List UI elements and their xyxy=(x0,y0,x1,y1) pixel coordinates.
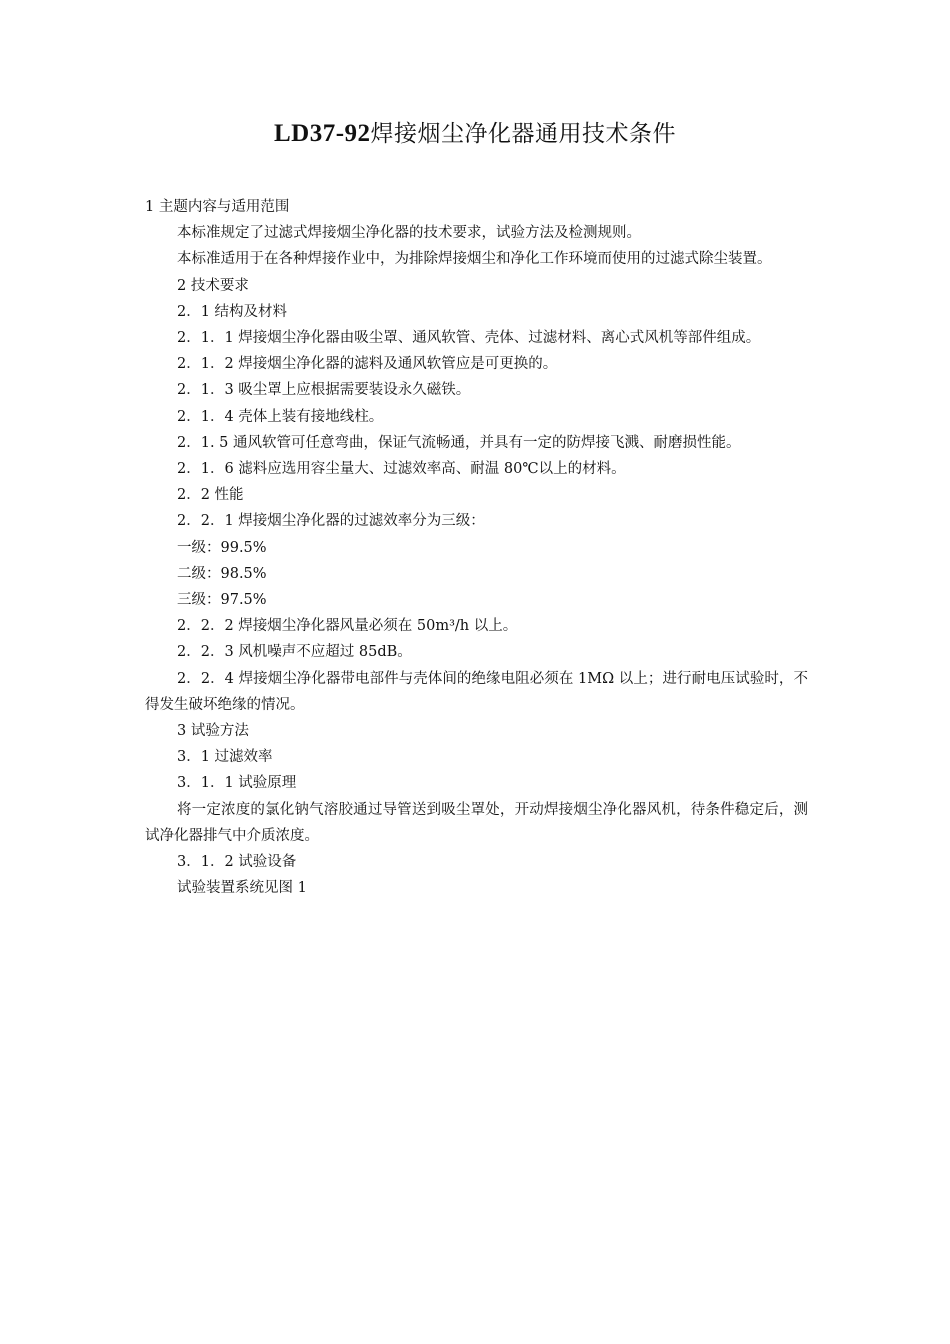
section-heading: 2 技术要求 xyxy=(177,277,249,294)
document-title-code: LD37-92 xyxy=(273,120,371,147)
subsection-heading: 2．1 结构及材料 xyxy=(177,303,288,320)
paragraph: 本标准适用于在各种焊接作业中，为排除焊接烟尘和净化工作环境而使用的过滤式除尘装置。 xyxy=(177,251,772,268)
document-body xyxy=(145,194,808,901)
subsection-heading: 2．2 性能 xyxy=(177,487,244,504)
clause: 2．1．3 吸尘罩上应根据需要装设永久磁铁。 xyxy=(177,382,471,399)
clause: 2．1．6 滤料应选用容尘量大、过滤效率高、耐温 80℃以上的材料。 xyxy=(177,461,626,478)
clause: 2．2．4 焊接烟尘净化器带电部件与壳体间的绝缘电阻必须在 1MΩ 以上；进行耐电压试验时，不得发生破坏绝缘的情况。 xyxy=(145,670,808,713)
clause: 3．1．2 试验设备 xyxy=(177,854,297,871)
document-title xyxy=(0,118,950,150)
paragraph: 本标准规定了过滤式焊接烟尘净化器的技术要求，试验方法及检测规则。 xyxy=(177,225,641,242)
grade-item: 一级：99.5% xyxy=(177,539,267,556)
paragraph: 试验装置系统见图 1 xyxy=(177,880,307,897)
clause: 2．1．4 壳体上装有接地线柱。 xyxy=(177,408,384,425)
grade-item: 三级：97.5% xyxy=(177,592,267,609)
clause: 2．1．1 焊接烟尘净化器由吸尘罩、通风软管、壳体、过滤材料、离心式风机等部件组成。 xyxy=(177,330,761,347)
paragraph: 将一定浓度的氯化钠气溶胶通过导管送到吸尘罩处，开动焊接烟尘净化器风机，待条件稳定后，测试净化器排气中介质浓度。 xyxy=(145,801,808,844)
document-title-text: 焊接烟尘净化器通用技术条件 xyxy=(370,121,677,147)
clause: 2．2．1 焊接烟尘净化器的过滤效率分为三级： xyxy=(177,513,485,530)
clause: 2．1．2 焊接烟尘净化器的滤料及通风软管应是可更换的。 xyxy=(177,356,558,373)
subsection-heading: 3．1 过滤效率 xyxy=(177,749,273,766)
grade-item: 二级：98.5% xyxy=(177,565,267,582)
clause: 3．1．1 试验原理 xyxy=(177,775,297,792)
clause: 2．2．2 焊接烟尘净化器风量必须在 50m³/h 以上。 xyxy=(177,618,518,635)
section-heading: 1 主题内容与适用范围 xyxy=(145,199,290,215)
clause: 2．1. 5 通风软管可任意弯曲，保证气流畅通，并具有一定的防焊接飞溅、耐磨损性能。 xyxy=(177,434,741,451)
section-heading: 3 试验方法 xyxy=(177,723,249,740)
clause: 2．2．3 风机噪声不应超过 85dB。 xyxy=(177,644,412,661)
